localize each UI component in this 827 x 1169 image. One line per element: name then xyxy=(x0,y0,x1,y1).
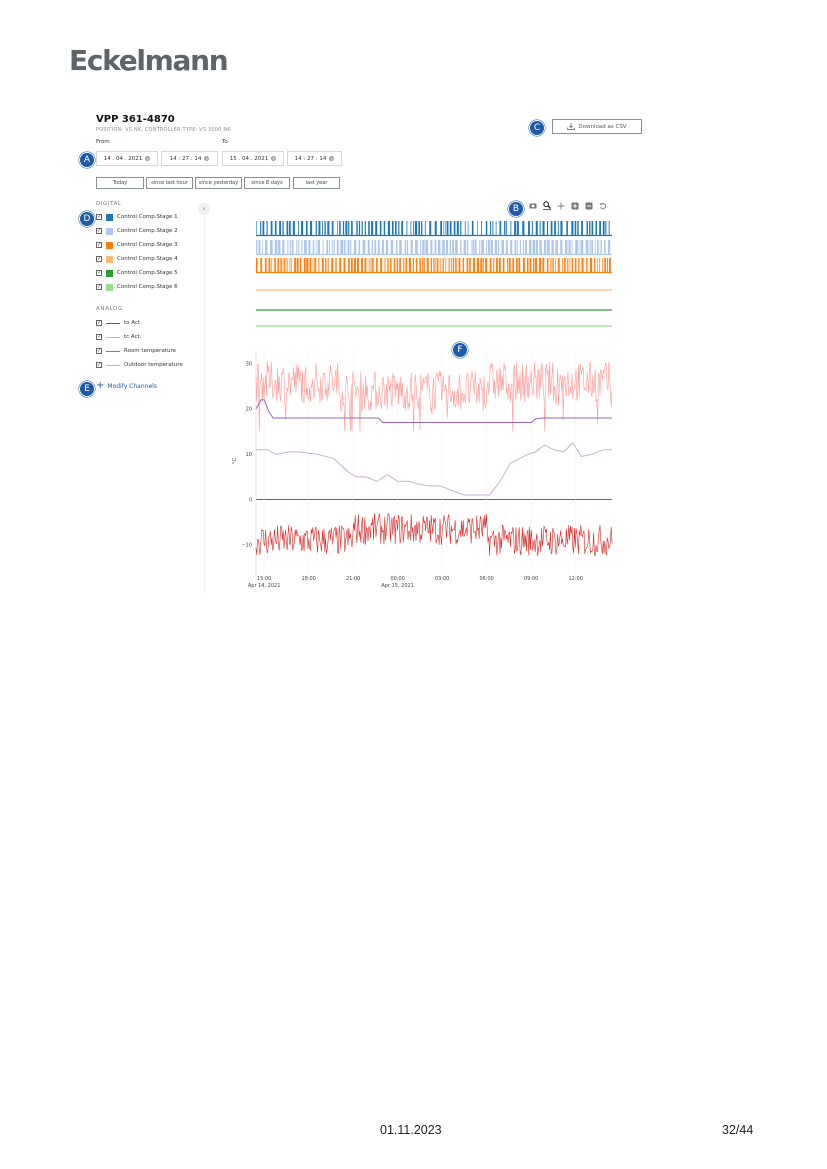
y-tick-label: 10 xyxy=(245,452,252,459)
series-tc-act- xyxy=(256,361,612,431)
clear-icon[interactable]: × xyxy=(272,156,276,161)
callout-d: D xyxy=(79,211,95,227)
plus-icon: + xyxy=(96,380,105,391)
channel-label: tc Act. xyxy=(124,334,142,340)
checkbox[interactable]: ✓ xyxy=(97,320,102,326)
checkbox[interactable]: ✓ xyxy=(97,362,102,368)
to-date-value: 15 . 04 . 2021 xyxy=(229,155,269,162)
series-outdoor-temperature xyxy=(256,443,612,495)
to-time-value: 14 : 27 : 14 xyxy=(294,155,327,162)
collapse-sidebar-button[interactable]: ‹ xyxy=(198,203,210,215)
since-8-days-button[interactable]: since 8 days xyxy=(244,177,290,189)
channel-label: Room temperature xyxy=(124,348,176,354)
x-tick-label: 06:00 xyxy=(479,576,494,582)
download-csv-label: Download as CSV xyxy=(578,123,627,130)
y-tick-label: −10 xyxy=(241,542,252,549)
y-axis-label: °C xyxy=(232,457,238,465)
channel-label: Control Comp.Stage 6 xyxy=(117,284,178,290)
x-tick-label: 00:00 xyxy=(390,576,405,582)
channel-label: Control Comp.Stage 3 xyxy=(117,242,178,248)
to-label: To xyxy=(222,139,228,145)
x-tick-label: 21:00 xyxy=(345,576,361,582)
channel-label: Control Comp.Stage 1 xyxy=(117,214,178,220)
footer-page-number: 32/44 xyxy=(722,1123,754,1137)
y-tick-label: 20 xyxy=(245,406,252,413)
callout-e: E xyxy=(79,381,95,397)
checkbox[interactable]: ✓ xyxy=(97,270,102,276)
from-date-value: 14 . 04 . 2021 xyxy=(103,155,143,162)
x-tick-label: 12:00 xyxy=(568,576,583,582)
x-tick-label: 18:00 xyxy=(301,576,316,582)
checkbox[interactable]: ✓ xyxy=(97,256,102,262)
x-tick-label: 15:00 xyxy=(256,576,272,582)
callout-c: C xyxy=(529,120,545,136)
checkbox[interactable]: ✓ xyxy=(97,228,102,234)
clear-icon[interactable]: × xyxy=(146,156,150,161)
series-to-act- xyxy=(256,513,612,556)
eckelmann-logo: Eckelmann xyxy=(69,44,228,77)
last-year-button[interactable]: last year xyxy=(293,177,340,189)
analog-section-title: ANALOG xyxy=(96,306,123,312)
since-last-hour-button[interactable]: since last hour xyxy=(146,177,193,189)
digital-section-title: DIGITAL xyxy=(96,201,122,207)
footer-date: 01.11.2023 xyxy=(380,1123,442,1137)
callout-b: B xyxy=(508,201,524,217)
modify-channels-label: Modify Channels xyxy=(107,382,157,390)
channel-label: to Act. xyxy=(124,320,142,326)
device-title: VPP 361-4870 xyxy=(96,114,175,125)
checkbox[interactable]: ✓ xyxy=(97,348,102,354)
x-tick-sublabel: Apr 14, 2021 xyxy=(247,583,281,589)
callout-f: F xyxy=(452,342,468,358)
checkbox[interactable]: ✓ xyxy=(97,242,102,248)
checkbox[interactable]: ✓ xyxy=(97,334,102,340)
clear-icon[interactable]: × xyxy=(205,156,209,161)
from-time-value: 14 : 27 : 14 xyxy=(169,155,202,162)
channel-label: Control Comp.Stage 5 xyxy=(117,270,178,276)
x-tick-label: 03:00 xyxy=(434,576,450,582)
since-yesterday-button[interactable]: since yesterday xyxy=(195,177,242,189)
x-tick-sublabel: Apr 15, 2021 xyxy=(381,583,414,589)
callout-a: A xyxy=(79,152,95,168)
checkbox[interactable]: ✓ xyxy=(97,214,102,220)
y-tick-label: 30 xyxy=(245,361,252,368)
from-label: From xyxy=(96,139,110,145)
today-button[interactable]: Today xyxy=(96,177,144,189)
channel-label: Outdoor temperature xyxy=(124,362,183,368)
device-subtitle: POSITION: VS NK, CONTROLLER TYPE: VS 3000 NK xyxy=(96,127,231,133)
checkbox[interactable]: ✓ xyxy=(97,284,102,290)
channel-label: Control Comp.Stage 4 xyxy=(117,256,178,262)
x-tick-label: 09:00 xyxy=(523,576,539,582)
clear-icon[interactable]: × xyxy=(330,156,334,161)
channel-label: Control Comp.Stage 2 xyxy=(117,228,178,234)
y-tick-label: 0 xyxy=(248,497,252,504)
